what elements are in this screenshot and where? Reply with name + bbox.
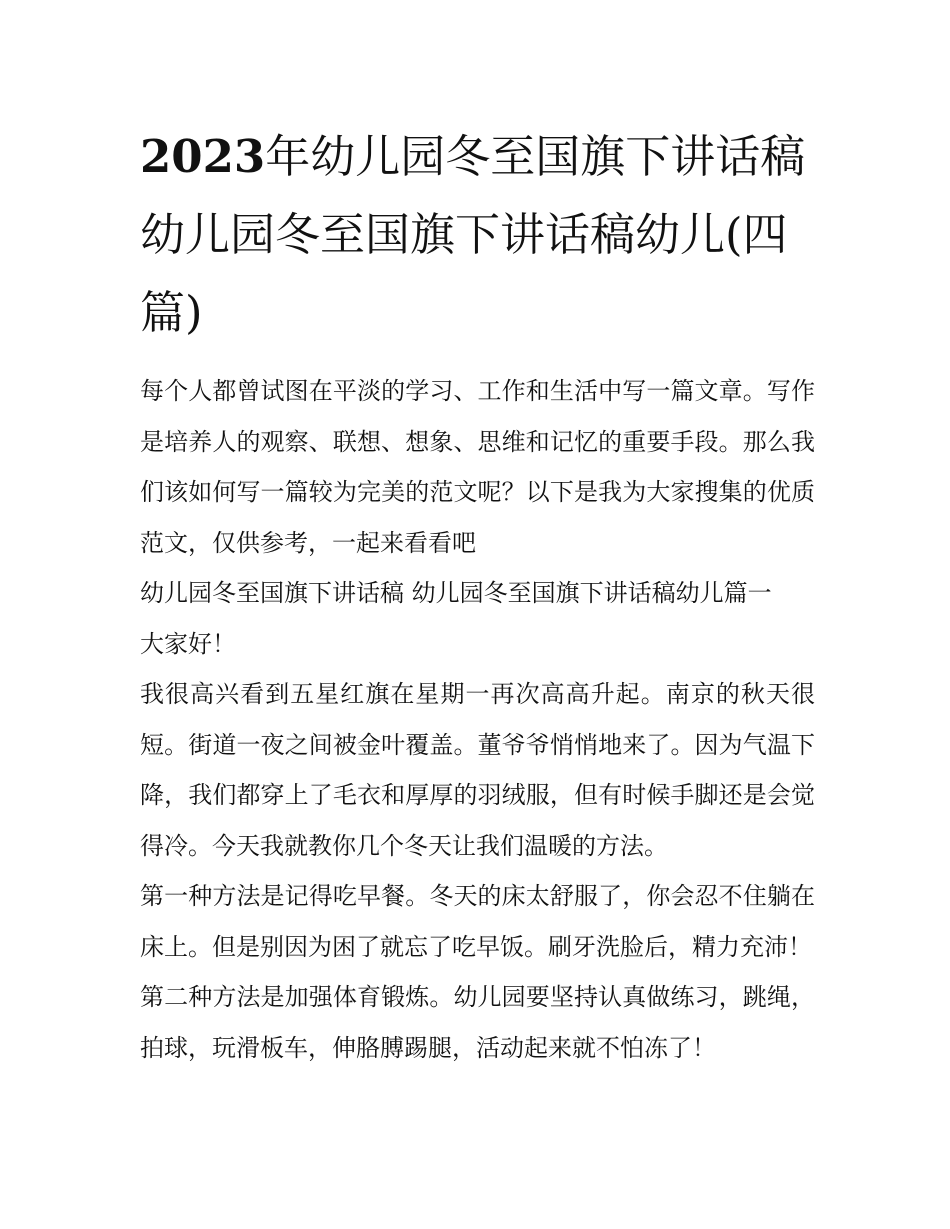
body-paragraph: 第二种方法是加强体育锻炼。幼儿园要坚持认真做练习，跳绳，拍球，玩滑板车，伸胳膊踢腿，活动起来就不怕冻了！ [140,983,815,1062]
title-year: 2023 [140,130,266,183]
document-title [140,118,815,352]
document-body [140,366,815,1073]
title-text: 年幼儿园冬至国旗下讲话稿 幼儿园冬至国旗下讲话稿幼儿(四篇) [140,130,806,339]
document-page [140,118,815,1073]
section-heading: 幼儿园冬至国旗下讲话稿 幼儿园冬至国旗下讲话稿幼儿篇一 [140,579,772,607]
intro-paragraph: 每个人都曾试图在平淡的学习、工作和生活中写一篇文章。写作是培养人的观察、联想、想象、思维和记忆的重要手段。那么我们该如何写一篇较为完美的范文呢？以下是我为大家搜集的优质范文，仅供参考，一起来看看吧 [140,377,815,557]
body-paragraph: 第一种方法是记得吃早餐。冬天的床太舒服了，你会忍不住躺在床上。但是别因为困了就忘了吃早饭。刷牙洗脸后，精力充沛！ [140,882,815,961]
body-paragraph: 我很高兴看到五星红旗在星期一再次高高升起。南京的秋天很短。街道一夜之间被金叶覆盖。董爷爷悄悄地来了。因为气温下降，我们都穿上了毛衣和厚厚的羽绒服，但有时候手脚还是会觉得冷。今天我就教你几个冬天让我们温暖的方法。 [140,680,815,860]
greeting-paragraph: 大家好！ [140,629,236,658]
